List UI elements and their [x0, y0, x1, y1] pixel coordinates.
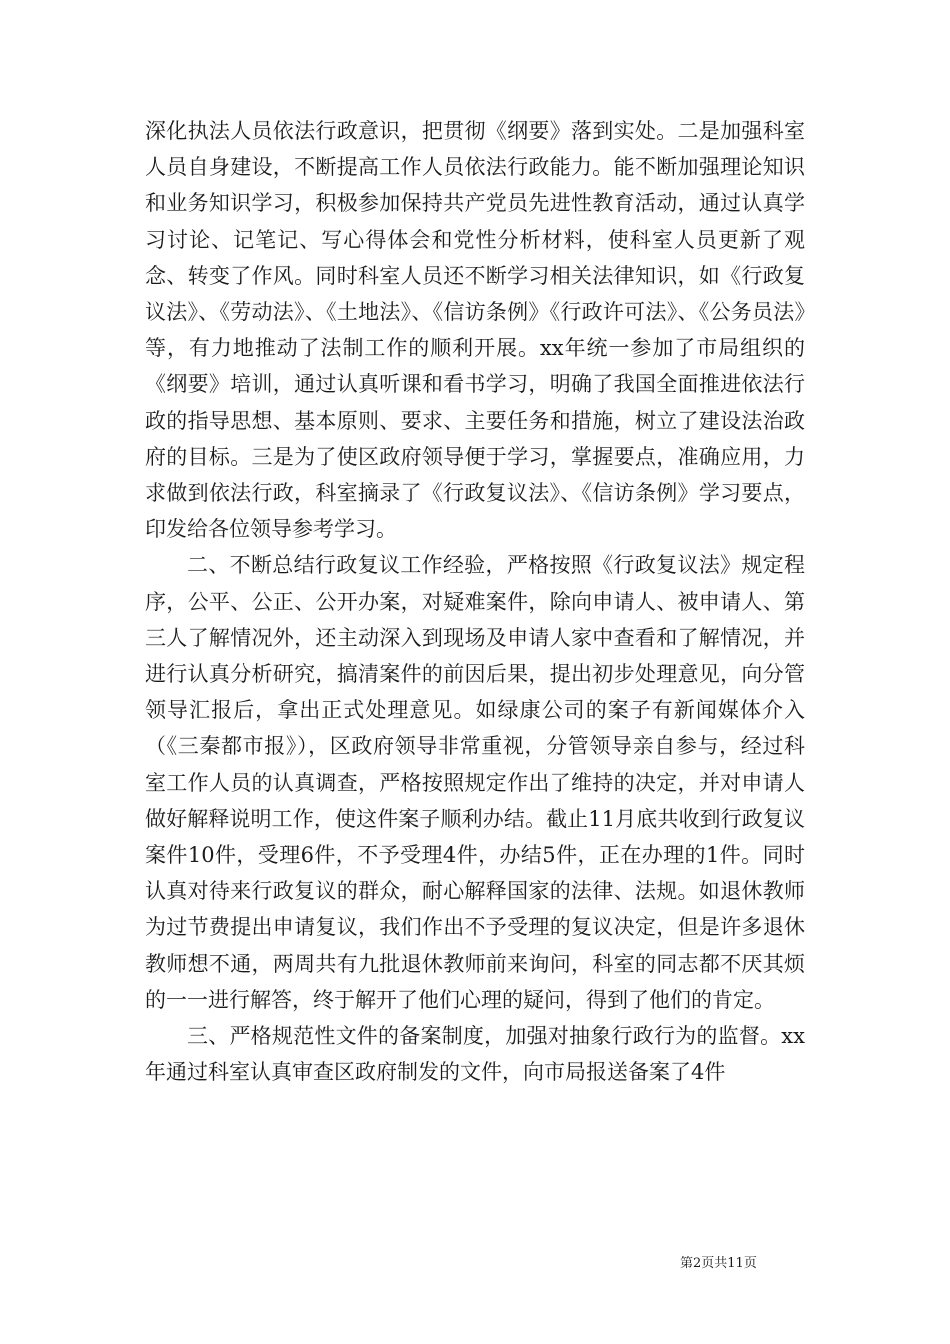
- paragraph-section-three: 三、严格规范性文件的备案制度，加强对抽象行政行为的监督。xx年通过科室认真审查区政府制发的文件，向市局报送备案了4件: [145, 1024, 805, 1085]
- paragraph-section-two: 二、不断总结行政复议工作经验，严格按照《行政复议法》规定程序，公平、公正、公开办案，对疑难案件，除向申请人、被申请人、第三人了解情况外，还主动深入到现场及申请人家中查看和了解情况，并进行认真分析研究，搞清案件的前因后果，提出初步处理意见，向分管领导汇报后，拿出正式处理意见。如绿康公司的案子有新闻媒体介入（《三秦都市报》），区政府领导非常重视，分管领导亲自参与，经过科室工作人员的认真调查，严格按照规定作出了维持的决定，并对申请人做好解释说明工作，使这件案子顺利办结。截止11月底共收到行政复议案件10件，受理6件，不予受理4件，办结5件，正在办理的1件。同时认真对待来行政复议的群众，耐心解释国家的法律、法规。如退休教师为过节费提出申请复议，我们作出不予受理的复议决定，但是许多退休教师想不通，两周共有九批退休教师前来询问，科室的同志都不厌其烦的一一进行解答，终于解开了他们心理的疑问，得到了他们的肯定。: [145, 553, 805, 1012]
- document-body: [145, 113, 805, 1090]
- paragraph-continued: 深化执法人员依法行政意识，把贯彻《纲要》落到实处。二是加强科室人员自身建设，不断提高工作人员依法行政能力。能不断加强理论知识和业务知识学习，积极参加保持共产党员先进性教育活动，通过认真学习讨论、记笔记、写心得体会和党性分析材料，使科室人员更新了观念、转变了作风。同时科室人员还不断学习相关法律知识，如《行政复议法》、《劳动法》、《土地法》、《信访条例》《行政许可法》、《公务员法》等，有力地推动了法制工作的顺利开展。xx年统一参加了市局组织的《纲要》培训，通过认真听课和看书学习，明确了我国全面推进依法行政的指导思想、基本原则、要求、主要任务和措施，树立了建设法治政府的目标。三是为了使区政府领导便于学习，掌握要点，准确应用，力求做到依法行政，科室摘录了《行政复议法》、《信访条例》学习要点，印发给各位领导参考学习。: [145, 119, 805, 542]
- page-number-footer: 第2页共11页: [680, 1256, 757, 1271]
